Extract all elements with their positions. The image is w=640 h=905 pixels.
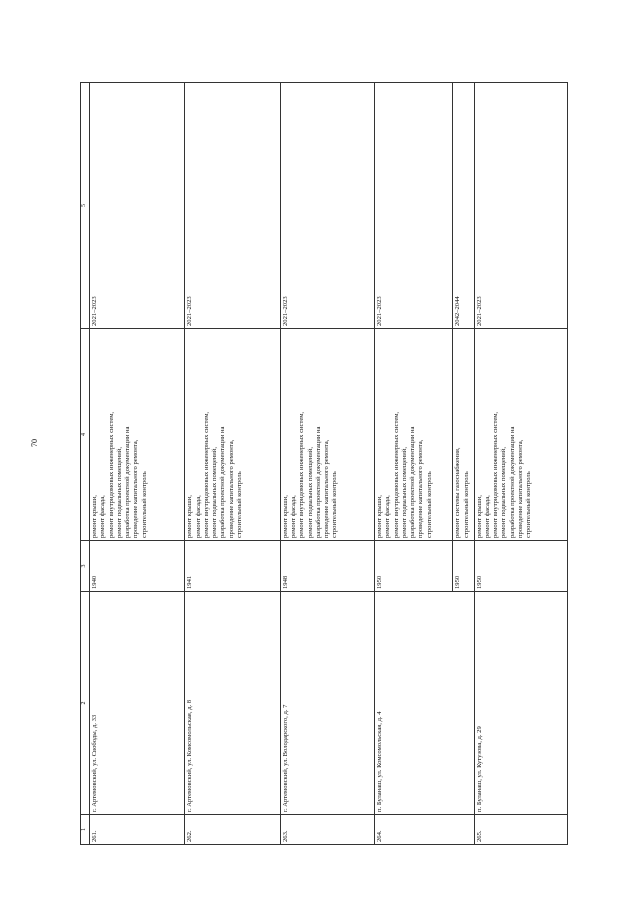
rotated-table-wrapper [80,83,568,845]
row-number: 262. [185,815,280,845]
work-line: строительный контроль [462,471,470,538]
works-cell [474,329,567,541]
year-cell: 1948 [280,541,374,592]
row-number: 264. [375,815,474,845]
column-header: 4 [81,329,90,541]
work-line: ремонт фасада, [290,495,298,538]
year-cell: 1940 [90,541,185,592]
works-cell [375,329,453,541]
row-number: 263. [280,815,374,845]
work-line: разработка проектной документации на [409,426,417,538]
column-header: 5 [81,83,90,329]
work-line: ремонт крыши, [475,495,483,538]
period-cell: 2021–2023 [280,83,374,329]
address-cell: г. Артемовский, ул. Володарского, д. 7 [280,592,374,815]
work-line: строительный контроль [525,471,532,538]
work-line: ремонт системы газоснабжения, [454,447,462,538]
work-line: ремонт внутридомовых инженерных систем, [492,411,500,538]
period-cell: 2021–2023 [375,83,453,329]
period-cell: 2042–2044 [453,83,474,329]
work-line: ремонт внутридомовых инженерных систем, [202,411,210,538]
work-line: разработка проектной документации на [314,426,322,538]
period-cell: 2021–2023 [185,83,280,329]
address-cell: п. Буланаш, ул. Комсомольская, д. 4 [375,592,474,815]
address-cell: п. Буланаш, ул. Кутузова, д. 29 [474,592,567,815]
works-cell [90,329,185,541]
table-row [185,83,280,845]
work-line: проведение капитального ремонта, [323,439,331,538]
work-line: строительный контроль [235,471,243,538]
work-line: ремонт крыши, [186,495,194,538]
row-number: 261. [90,815,185,845]
work-line: ремонт крыши, [281,495,289,538]
repair-schedule-table [80,82,568,845]
year-cell: 1950 [453,541,474,592]
year-cell: 1941 [185,541,280,592]
work-line: разработка проектной документации на [508,426,516,538]
work-line: ремонт внутридомовых инженерных систем, [298,411,306,538]
work-line: ремонт внутридомовых инженерных систем, [107,411,115,538]
period-cell: 2021–2023 [474,83,567,329]
work-line: ремонт фасада, [194,495,202,538]
work-line: строительный контроль [331,471,339,538]
work-line: ремонт подвальных помещений, [400,447,408,538]
work-line: ремонт подвальных помещений, [306,447,314,538]
address-cell: г. Артемовский, ул. Свободы, д. 33 [90,592,185,815]
header-row [81,83,90,845]
work-line: проведение капитального ремонта, [417,439,425,538]
year-cell: 1950 [474,541,567,592]
work-line: ремонт крыши, [91,495,99,538]
work-line: разработка проектной документации на [219,426,227,538]
work-line: проведение капитального ремонта, [516,439,524,538]
works-cell [453,329,474,541]
page-number: 70 [30,439,39,447]
work-line: ремонт фасада, [99,495,107,538]
table-row [474,83,567,845]
column-header: 2 [81,592,90,815]
works-cell [280,329,374,541]
table-row [280,83,374,845]
address-cell: г. Артемовский, ул. Комсомольская, д. 8 [185,592,280,815]
table-row [90,83,185,845]
year-cell: 1950 [375,541,453,592]
work-line: ремонт фасада, [384,495,392,538]
work-line: ремонт фасада, [483,495,491,538]
work-line: ремонт крыши, [376,495,384,538]
work-line: ремонт подвальных помещений, [115,447,123,538]
column-header: 1 [81,815,90,845]
work-line: строительный контроль [140,471,148,538]
table-row [375,83,453,845]
period-cell: 2021–2023 [90,83,185,329]
work-line: ремонт подвальных помещений, [211,447,219,538]
column-header: 3 [81,541,90,592]
work-line: ремонт внутридомовых инженерных систем, [392,411,400,538]
work-line: строительный контроль [425,471,433,538]
works-cell [185,329,280,541]
work-line: проведение капитального ремонта, [227,439,235,538]
work-line: ремонт подвальных помещений, [500,447,508,538]
work-line: разработка проектной документации на [124,426,132,538]
row-number: 265. [474,815,567,845]
work-line: проведение капитального ремонта, [132,439,140,538]
